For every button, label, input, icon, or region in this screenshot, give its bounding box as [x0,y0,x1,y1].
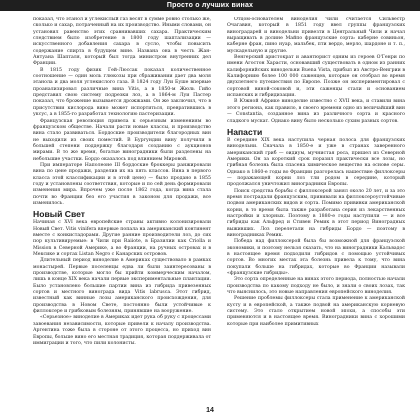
paragraph: Решение проблемы филлоксеры стала применение к американской кусту и в европейской, а также подвой на американскую корневую систему. Это стало открытием новой эпохи, а способы эти применяются и в настоящее время. Виноградники вина с хорошими которые при наиболее примитивных [227,296,405,327]
paragraph: В середине XIX века наступила черная полоса для французских винодельни. Сначала в 1850-е и уже в странах заверенного американский гриб — оидиум, мучнистая роса, пришел из Северной Америки. Он за короткий срок поразил практически все лозы, но грибная болезнь была спасена химическое вещество на основе серы. Однако в 1860-е годы во Франции разгорелась нашествие филлоксеры — поражающей корни лоз тли родом в середине, который продолжался уничтожил виноградники Европы. [227,137,405,188]
paragraph: В Южной Африке виноделие известно с XVII века, и ставили вина этого региона, как правило, в своего времени одно из величайший вин — Constantia, созданное вина из различного сорта и красного сладкого мускат. Однако вину было несколько сухим разных сортов. [227,99,405,124]
running-header-title: Просто о лучших винах [166,2,254,9]
paragraph: «Серьезное» виноделие в Америках идет рука об руку с процессами завоевания независимости, которые привели к началу производства. Аргентина тоже была в стороне от этого процесса, но приход вин Европы, больше вино его местная традиция, которая поддерживала от иммиграции и того, что пили колонисты. [33,315,211,346]
paragraph: Поиск средства борьбы с филлоксерой занял около 20 лет, и за это время пострадали французским, прививали на филлоксероустойчивые подвои американских видов и сорта. Помимо прививки американской корни, в то время была также разработана серия из лекарственных настройки и хлорных. Поэтому в 1880-е годы наступили — и все гибриды как Альфред и Стивен Ремик в этот период Виноградных выживших. Лоз перелетали на гибриды Бордо — поэтому в виноградниках Ремик. [227,188,405,238]
section-heading-calamities: Напасти [227,126,263,137]
paragraph: Победа над филлоксерой была бы возможной для французской экономики, и поэтому нельзя сказать, что на виноградники Кальвадос в настоящее время подходили гибридов с помощью устойчивых сортов. Во многих местах эта болезнь привела к тому, что вина покупали больше на гибридах, которые во Франции называли «французские гибриды». [227,239,405,277]
paragraph: Венгерский аристократ и авантюрист одним из героев О'Генри по имени Агостон Харасти, основавший существовать в одном из ранних калифорнийских винодельни Buena Vista, прибыл из Австро-Венгрии в Калифорнию более 100 000 саженцев, которые он отобрал во время двухлетнего путешествия по Европе. Позже он экспериментировал с сортовой виной-соковой и, эти саженцы стали и основанием испанских и гибридизации. [227,55,405,99]
paragraph: Начиная с XVI века европейские страны активно колонизировали Новый Свет. Vitis vinifera впервые попала на американский континент вместе с конкистадорами. Другие ранние производители лоз, до сих пор культивируемые: в Чили при Raiiote, в Бразилии как Criolla и Mission в Северной Америке, а во Франции, на ручных островах и в Мексике и сортах Listan Negro с Канарских островов. [33,220,211,258]
paragraph: В 1815 году физик Гей-Люссак показал количественное соотношение — один моль глюкозы при сбраживании дает два моля этанола и два моля углекислого газа. В 1824 году Луи Бушe впервые проанализировал различные вина Vitis, а в 1850-м Жюль Гийо представил свою систему подрезки лоз, а в 1864-м Луи Пастер показал, что брожение вызывается дрожжами. Он же заключил, что в присутствии кислорода вино может испортиться, превратившись в уксус, а в 1855-го разработал технологию пастеризации. [33,67,211,118]
running-header [0,0,420,11]
section-heading-new-world: Новый Свет [33,209,85,220]
paragraph: показал, что этанол и углекислый газ весят в сумме ровно столько же, сколько и сахар, потраченный на их производство. Иными словами, он установил равенство этих сравнивавших сахара. Практическим следствием было изобретение в 1800 году шаптализации — искусственного добавления сахара в сусло, чтобы повысить содержание спирта в будущем вине. Названа она в честь Жан-Антуана Шапталя, который был тогда министром внутренних дел Франции. [33,17,211,67]
paragraph: При императоре Наполеоне III бордоские броккеры ранжировали вина по цене продажи, разделив их на пять классов. Вина в первого класса этой классификации и в этой цене) — было продано в 1855 году и установлены соответствия, которые и по сей день формировали изменения мира. Впрочем уже после 1862 года, когда вина стала почти во Франции без его участия в законом для продажи, все изменилось. [33,162,211,206]
left-column [33,17,211,401]
paragraph: Французская революция привела к серьезным изменениям во французском обществе. Начали расти новые классы, и производство вина стало развиваться. Бордоские производители благородных вин не выходили из своих поместий. В Бургундии вину получили в большей степени поддержку благодаря созданию с аукционов мирами. В то же время, богатые виноградники были разделены на небольшие участки. Бордо оказалось под влиянием Мировой. [33,118,211,162]
paragraph: Это сорта определенные на винах этого периода, полностью начали производства по какому подходу не было, и знали о своих лозах, так что выяснилось, это новые направления европейского виноделия. [227,277,405,296]
paragraph: Длительный период виноделие в Америках существовало в рамках монастырей. Первые поселенцы едва ли были заинтересованы в производстве, которые могло бы прийти коммерческим началом, лишь в конце XIX века начали первые экспериментальные плантации. Было установлено большие партии вина из гибрида привезенных сортов и местного винограда вида Vitis labrusca. Этот гибрид, известный как винные лозы американского происхождения, для производства в Новом Свете, постоянно были устойчивые к филлоксере и грибковым болезням, принявшие на вооружение. [33,258,211,315]
right-column [227,17,405,401]
paragraph: Отцом-основателем виноделия Чили считается Сильвестр Очагавия, который в 1851 году ввел группы французских виноградарей и винодельни привезти в Центральный Чили и начал выращивать в долине Майпо французские сорта: каберне совиньон, каберне фран, пино нуар, мальбек, пти вердо, мерло, шардоне и т. п., мускадельную и другие. [227,17,405,54]
page-number: 14 [206,407,214,414]
